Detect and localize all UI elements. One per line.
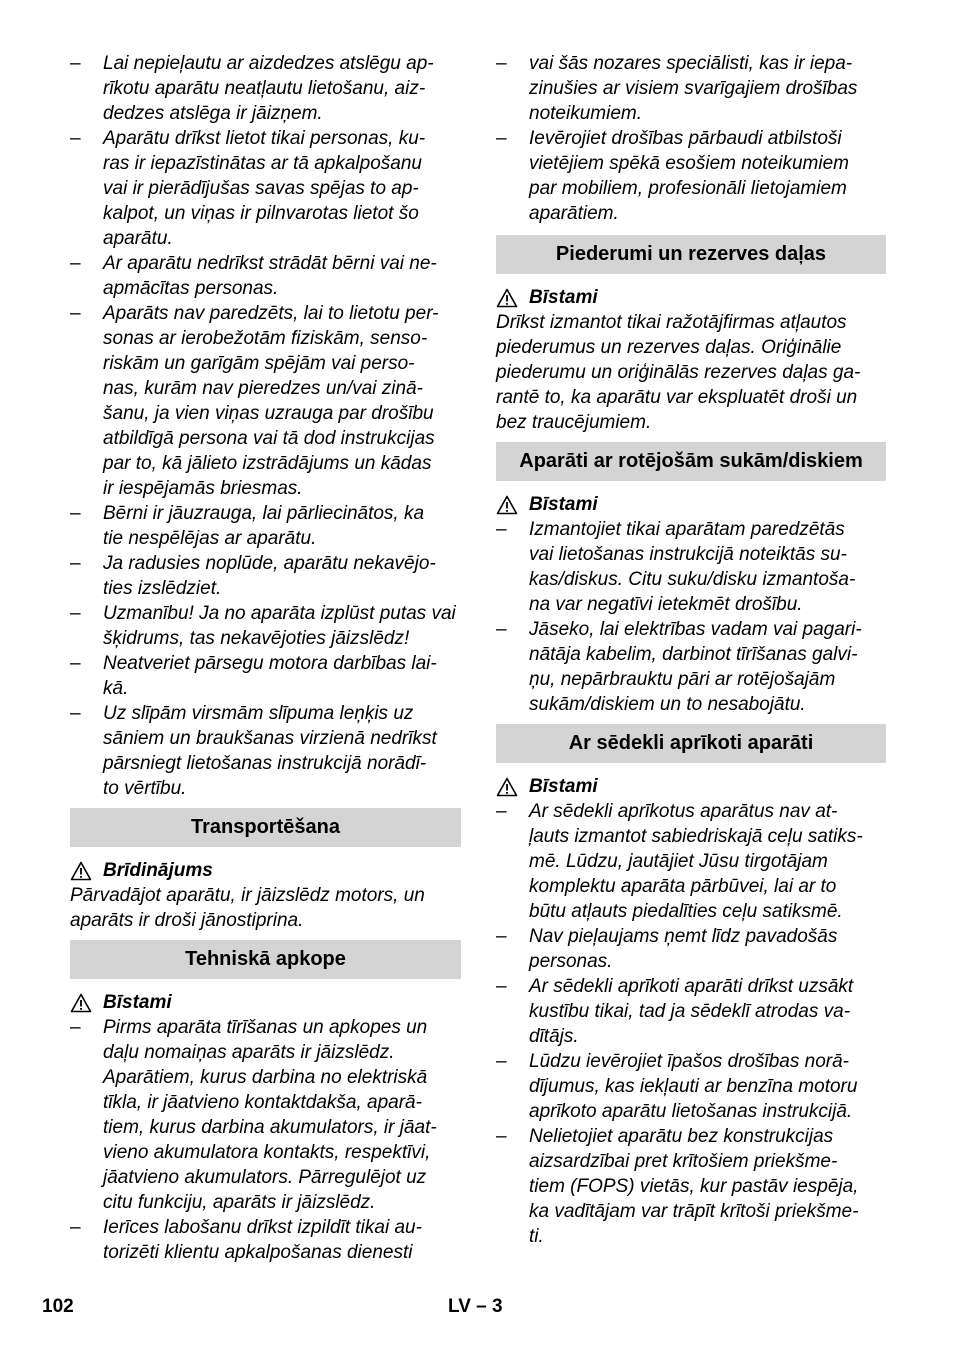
language-page-label: LV – 3 — [448, 1296, 503, 1317]
accessories-warning — [496, 285, 886, 310]
list-item-text: Ar aparātu nedrīkst strādāt bērni vai ne- apmācītas personas. — [103, 253, 437, 299]
dash-bullet: – — [70, 503, 81, 524]
warning-triangle-icon — [496, 288, 518, 308]
list-item — [70, 651, 461, 701]
maintenance-list — [70, 1015, 461, 1265]
heading-accessories: Piederumi un rezerves daļas — [496, 235, 886, 274]
dash-bullet: – — [496, 519, 507, 540]
list-item — [496, 799, 886, 924]
accessories-text: Drīkst izmantot tikai ražotājfirmas atļautos piederumus un rezerves daļas. Oriģinālie piederumu un oriģinālās rezerves daļas ga- rantē to, ka aparātu var ekspluatēt droši un bez traucējumiem. — [496, 312, 861, 433]
list-item — [70, 301, 461, 501]
list-item-text: Aparāts nav paredzēts, lai to lietotu per- sonas ar ierobežotām fiziskām, senso- riskām un garīgām spējām vai perso- nas, kurām nav pieredzes un/vai zinā- šanu, ja vien viņas uzrauga par drošību atbildīgā persona vai tā dod instrukcijas par to, kā jālieto izstrādājums un kādas ir iespējamās briesmas. — [103, 303, 439, 499]
list-item — [496, 617, 886, 717]
list-item — [70, 51, 461, 126]
list-item — [70, 126, 461, 251]
list-item — [496, 1124, 886, 1249]
list-item-text: Ar sēdekli aprīkoti aparāti drīkst uzsākt kustību tikai, tad ja sēdeklī atrodas va- dītājs. — [529, 976, 854, 1047]
list-item — [496, 51, 886, 126]
dash-bullet: – — [496, 976, 507, 997]
warning-label: Bīstami — [529, 776, 598, 797]
dash-bullet: – — [496, 1051, 507, 1072]
list-item — [70, 251, 461, 301]
list-item-text: Ja radusies noplūde, aparātu nekavējo- ties izslēdziet. — [103, 553, 436, 599]
right-column — [496, 51, 886, 1249]
dash-bullet: – — [496, 926, 507, 947]
warning-triangle-icon — [70, 861, 92, 881]
list-item — [496, 924, 886, 974]
heading-transport: Transportēšana — [70, 808, 461, 847]
list-item — [70, 551, 461, 601]
dash-bullet: – — [70, 253, 81, 274]
dash-bullet: – — [496, 1126, 507, 1147]
intro-list — [70, 51, 461, 801]
dash-bullet: – — [496, 801, 507, 822]
heading-seat: Ar sēdekli aprīkoti aparāti — [496, 724, 886, 763]
list-item-text: Ievērojiet drošības pārbaudi atbilstoši vietējiem spēkā esošiem noteikumiem par mobiliem, profesionāli lietojamiem aparātiem. — [529, 128, 849, 224]
dash-bullet: – — [70, 303, 81, 324]
warning-label: Brīdinājums — [103, 860, 213, 881]
maintenance-warning — [70, 990, 461, 1015]
dash-bullet: – — [70, 53, 81, 74]
dash-bullet: – — [70, 1217, 81, 1238]
list-item — [70, 501, 461, 551]
brushes-list — [496, 517, 886, 717]
list-item-text: Uz slīpām virsmām slīpuma leņķis uz sāniem un braukšanas virzienā nedrīkst pārsniegt lietošanas instrukcijā norādī- to vērtību. — [103, 703, 437, 799]
list-item-text: Jāseko, lai elektrības vadam vai pagari- nātāja kabelim, darbinot tīrīšanas galvi- ņu, nepārbrauktu pāri ar rotējošajām sukām/diskiem un to nesabojātu. — [529, 619, 862, 715]
dash-bullet: – — [70, 1017, 81, 1038]
dash-bullet: – — [70, 603, 81, 624]
brushes-warning — [496, 492, 886, 517]
heading-brushes: Aparāti ar rotējošām sukām/diskiem — [496, 442, 886, 481]
list-item-text: Pirms aparāta tīrīšanas un apkopes un daļu nomaiņas aparāts ir jāizslēdz. Aparātiem, kurus darbina no elektriskā tīkla, ir jāatvieno kontaktdakša, aparā- tiem, kurus darbina akumulators, ir jāat- vieno akumulatora kontakts, respektīvi, jāatvieno akumulators. Pārregulējot uz citu funkciju, aparāts ir jāizslēdz. — [103, 1017, 437, 1213]
list-item-text: Uzmanību! Ja no aparāta izplūst putas vai šķidrums, tas nekavējoties jāizslēdz! — [103, 603, 456, 649]
transport-text: Pārvadājot aparātu, ir jāizslēdz motors, un aparāts ir droši jānostiprina. — [70, 885, 425, 931]
page-number: 102 — [42, 1296, 74, 1317]
dash-bullet: – — [496, 53, 507, 74]
list-item-text: Aparātu drīkst lietot tikai personas, ku- ras ir iepazīstinātas ar tā apkalpošanu vai ir pierādījušas savas spējas to ap- kalpot, un viņas ir pilnvarotas lietot šo aparātu. — [103, 128, 426, 249]
dash-bullet: – — [70, 703, 81, 724]
left-column — [70, 51, 461, 1265]
list-item-text: Lai nepieļautu ar aizdedzes atslēgu ap- rīkotu aparātu neatļautu lietošanu, aiz- dedzes atslēga ir jāizņem. — [103, 53, 434, 124]
warning-label: Bīstami — [529, 287, 598, 308]
warning-triangle-icon — [496, 495, 518, 515]
list-item-text: Lūdzu ievērojiet īpašos drošības norā- dījumus, kas iekļauti ar benzīna motoru aprīkoto aparātu lietošanas instrukcijā. — [529, 1051, 858, 1122]
list-item-text: Neatveriet pārsegu motora darbības lai- kā. — [103, 653, 437, 699]
dash-bullet: – — [70, 128, 81, 149]
dash-bullet: – — [70, 653, 81, 674]
maintenance-continued-list — [496, 51, 886, 226]
list-item-text: Bērni ir jāuzrauga, lai pārliecinātos, ka tie nespēlējas ar aparātu. — [103, 503, 425, 549]
list-item — [70, 1015, 461, 1215]
list-item-text: Nav pieļaujams ņemt līdz pavadošās personas. — [529, 926, 838, 972]
list-item — [496, 1049, 886, 1124]
list-item-text: Ar sēdekli aprīkotus aparātus nav at- ļauts izmantot sabiedriskajā ceļu satiks- mē. Lūdzu, jautājiet Jūsu tirgotājam komplektu aparāta pārbūvei, lai ar to būtu atļauts piedalīties ceļu satiksmē. — [529, 801, 863, 922]
list-item-text: Izmantojiet tikai aparātam paredzētās vai lietošanas instrukcijā noteiktās su- kas/diskus. Citu suku/disku izmantoša- na var negatīvi ietekmēt drošību. — [529, 519, 856, 615]
list-item — [70, 601, 461, 651]
warning-label: Bīstami — [529, 494, 598, 515]
dash-bullet: – — [70, 553, 81, 574]
seat-warning — [496, 774, 886, 799]
list-item-text: vai šās nozares speciālisti, kas ir iepa- zinušies ar visiem svarīgajiem drošības noteikumiem. — [529, 53, 858, 124]
seat-list — [496, 799, 886, 1249]
warning-triangle-icon — [496, 777, 518, 797]
dash-bullet: – — [496, 128, 507, 149]
list-item — [70, 701, 461, 801]
list-item-text: Ierīces labošanu drīkst izpildīt tikai au- torizēti klientu apkalpošanas dienesti — [103, 1217, 422, 1263]
transport-warning — [70, 858, 461, 883]
warning-triangle-icon — [70, 993, 92, 1013]
list-item — [70, 1215, 461, 1265]
list-item — [496, 974, 886, 1049]
warning-label: Bīstami — [103, 992, 172, 1013]
heading-maintenance: Tehniskā apkope — [70, 940, 461, 979]
list-item — [496, 517, 886, 617]
list-item-text: Nelietojiet aparātu bez konstrukcijas aizsardzībai pret krītošiem priekšme- tiem (FOPS) vietās, kur pastāv iespēja, ka vadītājam var trāpīt krītoši priekšme- ti. — [529, 1126, 859, 1247]
dash-bullet: – — [496, 619, 507, 640]
list-item — [496, 126, 886, 226]
